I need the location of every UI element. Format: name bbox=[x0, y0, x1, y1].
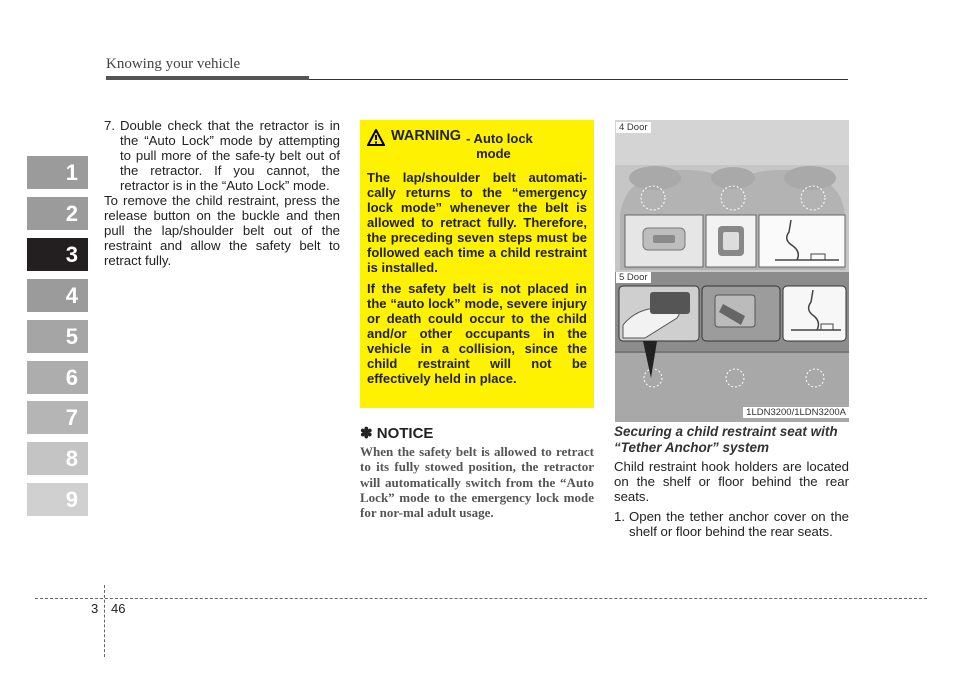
step-number: 1. bbox=[614, 509, 625, 524]
step-text: Double check that the retractor is in the “Auto Lock” mode by attempting to pull more of the safe-ty belt out of the retractor. If you cannot, the retractor is in the “Auto Lock” mode. bbox=[120, 118, 340, 193]
chapter-tab-2[interactable]: 2 bbox=[27, 197, 88, 230]
notice-star-icon: ✽ bbox=[360, 425, 373, 442]
notice-body: When the safety belt is allowed to retract to its fully stowed position, the retractor will automatically switch from the “Auto Lock” mode to the emergency lock mode for nor-mal adult usage. bbox=[360, 444, 594, 521]
warning-paragraph-2: If the safety belt is not placed in the “auto lock” mode, severe injury or death could occur to the child and/or other occupants in the vehicle in a collision, since the child restraint will not be effectively held in place. bbox=[367, 281, 587, 386]
step-text: Open the tether anchor cover on the shelf or floor behind the rear seats. bbox=[629, 509, 849, 539]
chapter-tab-6[interactable]: 6 bbox=[27, 361, 88, 394]
page-number: 46 bbox=[111, 601, 126, 616]
chapter-tab-3[interactable]: 3 bbox=[27, 238, 88, 271]
left-column bbox=[104, 118, 340, 268]
figure-label-5-door: 5 Door bbox=[616, 272, 651, 283]
step-7 bbox=[104, 118, 340, 193]
warning-paragraph-1: The lap/shoulder belt automati-cally returns to the “emergency lock mode” whenever the belt is allowed to retract fully. Therefore, the preceding seven steps must be followed each time a child restraint is installed. bbox=[367, 170, 587, 275]
page-section-number: 3 bbox=[91, 601, 99, 616]
remove-restraint-paragraph: To remove the child restraint, press the release button on the buckle and then pull the lap/shoulder belt out of the restraint and allow the safety belt to retract fully. bbox=[104, 193, 340, 268]
notice-heading bbox=[360, 424, 433, 442]
figure-code: 1LDN3200/1LDN3200A bbox=[743, 407, 849, 418]
running-header: Knowing your vehicle bbox=[106, 56, 241, 72]
warning-triangle-icon bbox=[367, 129, 385, 147]
chapter-tab-8[interactable]: 8 bbox=[27, 442, 88, 475]
warning-title: WARNING bbox=[391, 128, 462, 144]
step-number: 7. bbox=[104, 118, 115, 133]
chapter-tab-4[interactable]: 4 bbox=[27, 279, 88, 312]
figure-caption: Securing a child restraint seat with “Tether Anchor” system bbox=[614, 424, 838, 455]
hook-holder-paragraph: Child restraint hook holders are located on the shelf or floor behind the rear seats. bbox=[614, 459, 849, 504]
warning-subtitle: - Auto lock mode bbox=[466, 131, 533, 161]
header-rule-accent bbox=[106, 76, 309, 80]
figure-label-4-door: 4 Door bbox=[616, 122, 651, 133]
footer-rule bbox=[35, 598, 927, 599]
warning-header bbox=[367, 128, 587, 161]
step-1 bbox=[614, 509, 849, 539]
figure-illustration bbox=[615, 120, 849, 422]
chapter-tab-1[interactable]: 1 bbox=[27, 156, 88, 189]
tether-anchor-figure bbox=[615, 120, 849, 422]
notice-title: NOTICE bbox=[376, 425, 434, 442]
chapter-tab-9[interactable]: 9 bbox=[27, 483, 88, 516]
footer-vertical-rule bbox=[104, 585, 105, 657]
chapter-tab-5[interactable]: 5 bbox=[27, 320, 88, 353]
chapter-tab-7[interactable]: 7 bbox=[27, 401, 88, 434]
warning-box bbox=[360, 120, 594, 408]
right-column bbox=[614, 459, 849, 539]
